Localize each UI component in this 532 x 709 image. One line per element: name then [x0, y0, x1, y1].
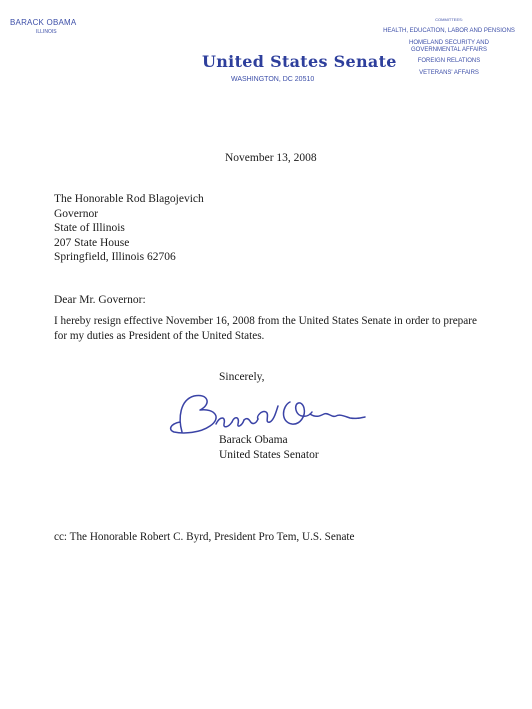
- committee-item: VETERANS' AFFAIRS: [419, 69, 479, 76]
- letterhead-title: United States Senate: [202, 52, 397, 71]
- body-line: for my duties as President of the United States.: [54, 329, 265, 342]
- signer-block: [219, 433, 319, 462]
- recipient-line: The Honorable Rod Blagojevich: [54, 193, 204, 205]
- body-line: I hereby resign effective November 16, 2008 from the United States Senate in order to prepare: [54, 315, 477, 327]
- letterhead-city: WASHINGTON, DC 20510: [231, 76, 315, 83]
- salutation: Dear Mr. Governor:: [54, 294, 146, 306]
- committees-header: COMMITTEES:: [435, 17, 463, 22]
- letter-date: November 13, 2008: [225, 152, 317, 164]
- recipient-address: [54, 192, 204, 265]
- committee-item: HOMELAND SECURITY AND GOVERNMENTAL AFFAIRS: [409, 39, 489, 53]
- recipient-line: 207 State House: [54, 236, 130, 249]
- signer-title: United States Senator: [219, 448, 319, 461]
- committee-item: FOREIGN RELATIONS: [417, 58, 481, 65]
- sender-state: ILLINOIS: [36, 29, 57, 35]
- cc-line: cc: The Honorable Robert C. Byrd, President Pro Tem, U.S. Senate: [54, 531, 355, 543]
- committee-item: HEALTH, EDUCATION, LABOR AND PENSIONS: [383, 28, 515, 35]
- committee-list: [375, 18, 523, 81]
- recipient-line: State of Illinois: [54, 222, 125, 234]
- recipient-line: Governor: [54, 207, 99, 220]
- letter-body: [54, 314, 477, 343]
- closing: Sincerely,: [219, 371, 265, 383]
- sender-name: BARACK OBAMA: [10, 18, 77, 27]
- signer-name: Barack Obama: [219, 434, 288, 446]
- recipient-line: Springfield, Illinois 62706: [54, 251, 176, 263]
